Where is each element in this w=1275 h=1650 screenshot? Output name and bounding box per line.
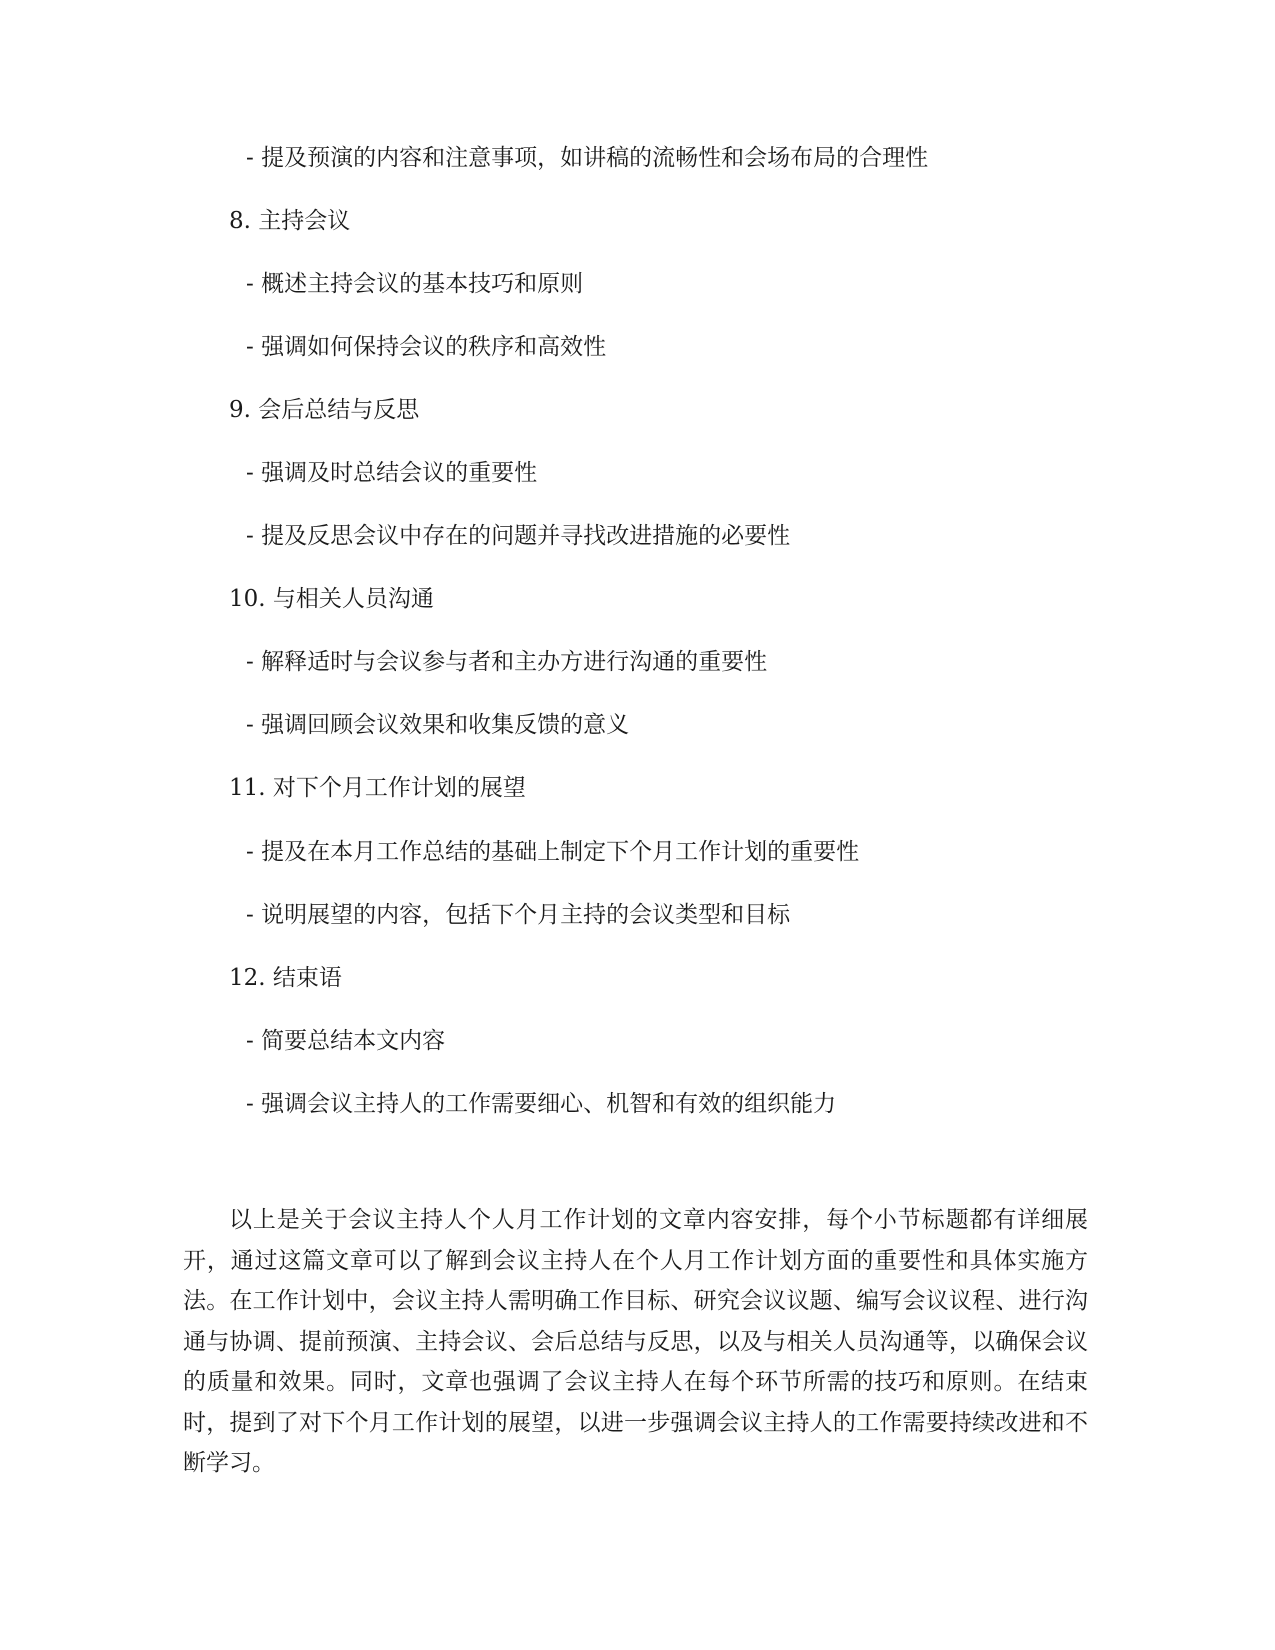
outline-bullet: - 概述主持会议的基本技巧和原则 [246, 271, 584, 297]
outline-bullet: - 强调回顾会议效果和收集反馈的意义 [246, 712, 630, 738]
outline-heading: 8. 主持会议 [229, 208, 351, 234]
summary-paragraph: 以上是关于会议主持人个人月工作计划的文章内容安排，每个小节标题都有详细展开，通过这篇文章可以了解到会议主持人在个人月工作计划方面的重要性和具体实施方法。在工作计划中，会议主持人需明确工作目标、研究会议议题、编写会议议程、进行沟通与协调、提前预演、主持会议、会后总结与反思，以及与相关人员沟通等，以确保会议的质量和效果。同时，文章也强调了会议主持人在每个环节所需的技巧和原则。在结束时，提到了对下个月工作计划的展望，以进一步强调会议主持人的工作需要持续改进和不断学习。 [183, 1207, 1088, 1476]
outline-bullet: - 强调如何保持会议的秩序和高效性 [246, 334, 607, 360]
outline-bullet: - 提及预演的内容和注意事项，如讲稿的流畅性和会场布局的合理性 [246, 145, 929, 171]
outline-heading: 12. 结束语 [229, 965, 342, 991]
outline-bullet: - 解释适时与会议参与者和主办方进行沟通的重要性 [246, 649, 768, 675]
outline-heading: 10. 与相关人员沟通 [229, 586, 434, 612]
outline-heading: 9. 会后总结与反思 [229, 397, 420, 423]
outline-bullet: - 简要总结本文内容 [246, 1028, 446, 1054]
outline-heading: 11. 对下个月工作计划的展望 [229, 775, 526, 801]
outline-bullet: - 提及在本月工作总结的基础上制定下个月工作计划的重要性 [246, 839, 860, 865]
outline-bullet: - 说明展望的内容，包括下个月主持的会议类型和目标 [246, 902, 791, 928]
outline-bullet: - 强调会议主持人的工作需要细心、机智和有效的组织能力 [246, 1091, 837, 1117]
outline-bullet: - 提及反思会议中存在的问题并寻找改进措施的必要性 [246, 523, 791, 549]
outline-bullet: - 强调及时总结会议的重要性 [246, 460, 538, 486]
